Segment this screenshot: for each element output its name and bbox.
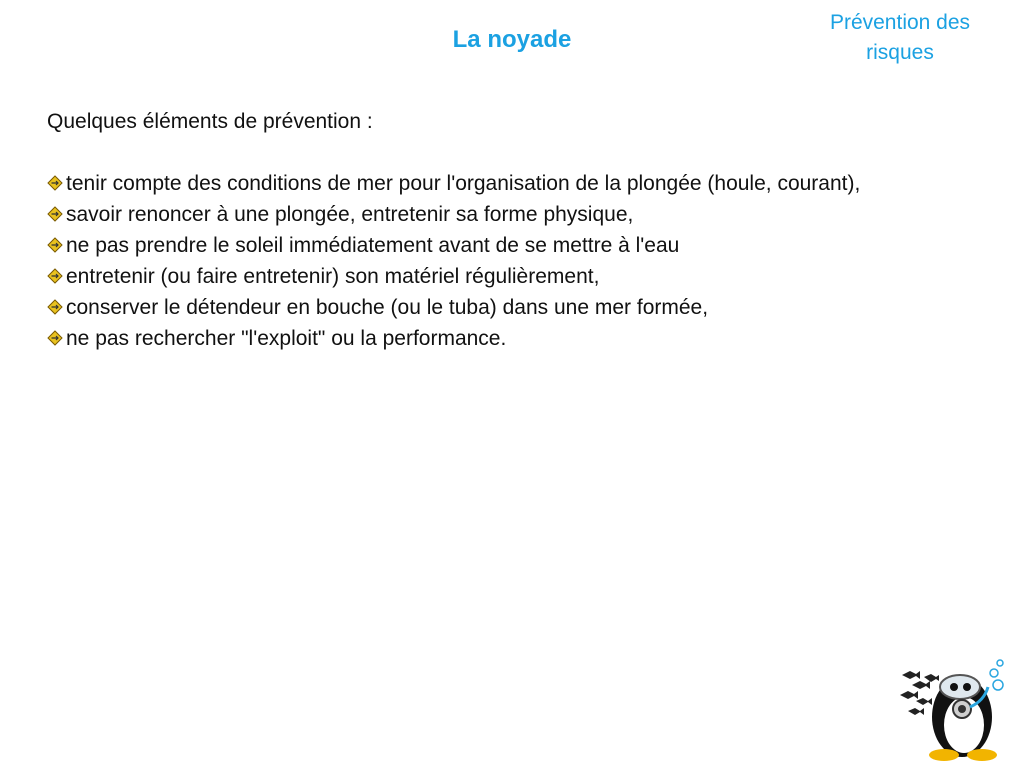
slide-title: La noyade (452, 26, 572, 53)
list-item (47, 199, 967, 230)
bullet-text: tenir compte des conditions de mer pour l'organisation de la plongée (houle, courant), (66, 172, 861, 195)
bullet-list (47, 168, 967, 354)
diamond-arrow-icon (47, 299, 63, 315)
list-item (47, 292, 967, 323)
intro-text: Quelques éléments de prévention : (47, 110, 373, 133)
diamond-arrow-icon (47, 237, 63, 253)
diver-penguin-icon (896, 655, 1018, 763)
section-label-line1: Prévention des (829, 11, 971, 34)
list-item (47, 261, 967, 292)
diamond-arrow-icon (47, 206, 63, 222)
section-label (800, 8, 1000, 68)
bullet-text: savoir renoncer à une plongée, entretenir sa forme physique, (66, 203, 634, 226)
diamond-arrow-icon (47, 175, 63, 191)
diamond-arrow-icon (47, 330, 63, 346)
list-item (47, 323, 967, 354)
bullet-text: conserver le détendeur en bouche (ou le tuba) dans une mer formée, (66, 296, 709, 319)
bullet-text: entretenir (ou faire entretenir) son matériel régulièrement, (66, 265, 600, 288)
bullet-text: ne pas rechercher "l'exploit" ou la performance. (66, 327, 507, 350)
section-label-line2: risques (866, 41, 934, 64)
list-item (47, 168, 967, 199)
diamond-arrow-icon (47, 268, 63, 284)
content-body (47, 106, 967, 354)
bullet-text: ne pas prendre le soleil immédiatement avant de se mettre à l'eau (66, 234, 680, 257)
list-item (47, 230, 967, 261)
